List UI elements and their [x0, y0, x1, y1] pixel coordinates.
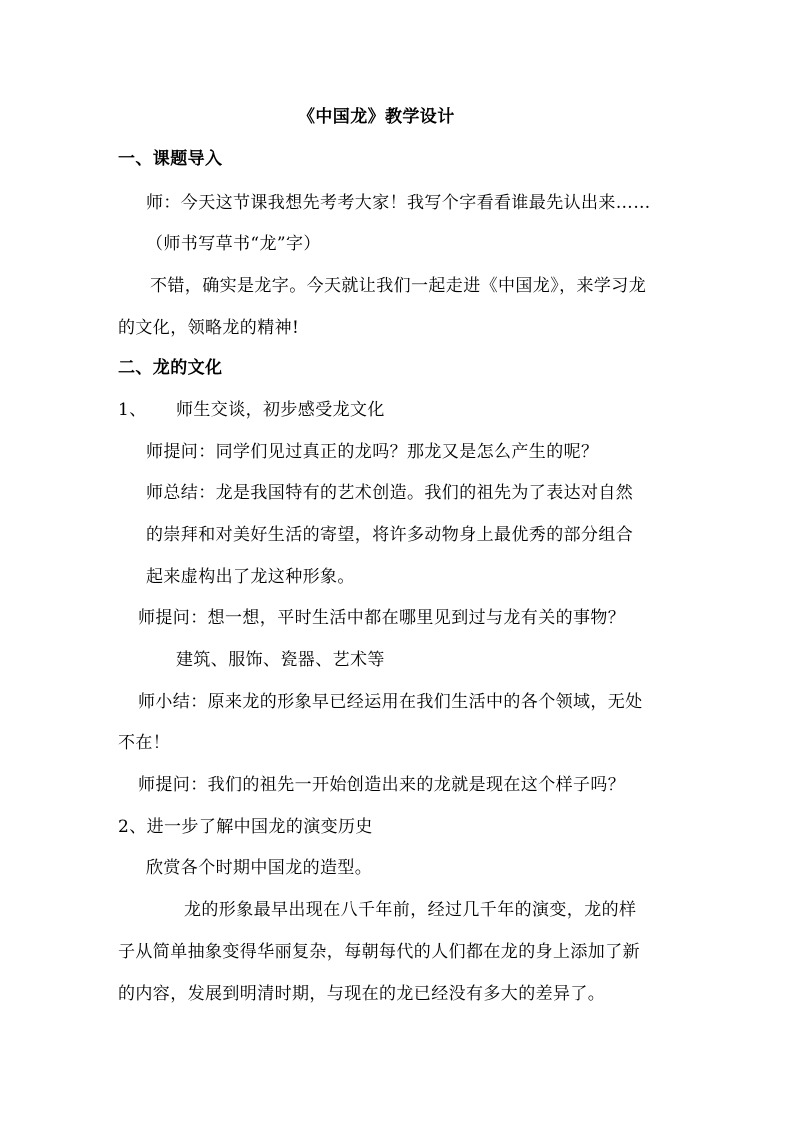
paragraph-line: 欣赏各个时期中国龙的造型。 — [146, 858, 373, 878]
paragraph-line: 师提问：想一想，平时生活中都在哪里见到过与龙有关的事物？ — [138, 608, 626, 628]
paragraph-line: （师书写草书“龙”字） — [146, 234, 321, 254]
paragraph-line: 起来虚构出了龙这种形象。 — [146, 567, 355, 587]
list-item-number: 1、 — [118, 400, 147, 420]
paragraph-line: 子从简单抽象变得华丽复杂，每朝每代的人们都在龙的身上添加了新 — [118, 942, 640, 962]
section-heading-intro: 一、课题导入 — [118, 149, 223, 169]
paragraph-line: 师总结：龙是我国特有的艺术创造。我们的祖先为了表达对自然 — [146, 483, 634, 503]
section-heading-culture: 二、龙的文化 — [118, 358, 223, 378]
paragraph-line: 不在！ — [118, 733, 171, 753]
paragraph-line: 师小结：原来龙的形象早已经运用在我们生活中的各个领域，无处 — [138, 692, 643, 712]
list-item-text: 师生交谈，初步感受龙文化 — [176, 400, 385, 420]
paragraph-line: 师：今天这节课我想先考考大家！我写个字看看谁最先认出来…… — [146, 193, 651, 213]
list-item-text: 2、进一步了解中国龙的演变历史 — [118, 817, 373, 837]
paragraph-line: 建筑、服饰、瓷器、艺术等 — [176, 650, 385, 670]
paragraph-line: 不错，确实是龙字。今天就让我们一起走进《中国龙》，来学习龙 — [150, 276, 647, 296]
paragraph-line: 的文化，领略龙的精神! — [118, 318, 300, 338]
paragraph-line: 龙的形象最早出现在八千年前，经过几千年的演变，龙的样 — [184, 900, 637, 920]
paragraph-line: 的内容，发展到明清时期，与现在的龙已经没有多大的差异了。 — [118, 984, 606, 1004]
document-title: 《中国龙》教学设计 — [298, 107, 455, 127]
paragraph-line: 的崇拜和对美好生活的寄望，将许多动物身上最优秀的部分组合 — [146, 525, 634, 545]
paragraph-line: 师提问：同学们见过真正的龙吗？那龙又是怎么产生的呢？ — [146, 442, 599, 462]
paragraph-line: 师提问：我们的祖先一开始创造出来的龙就是现在这个样子吗？ — [138, 775, 626, 795]
